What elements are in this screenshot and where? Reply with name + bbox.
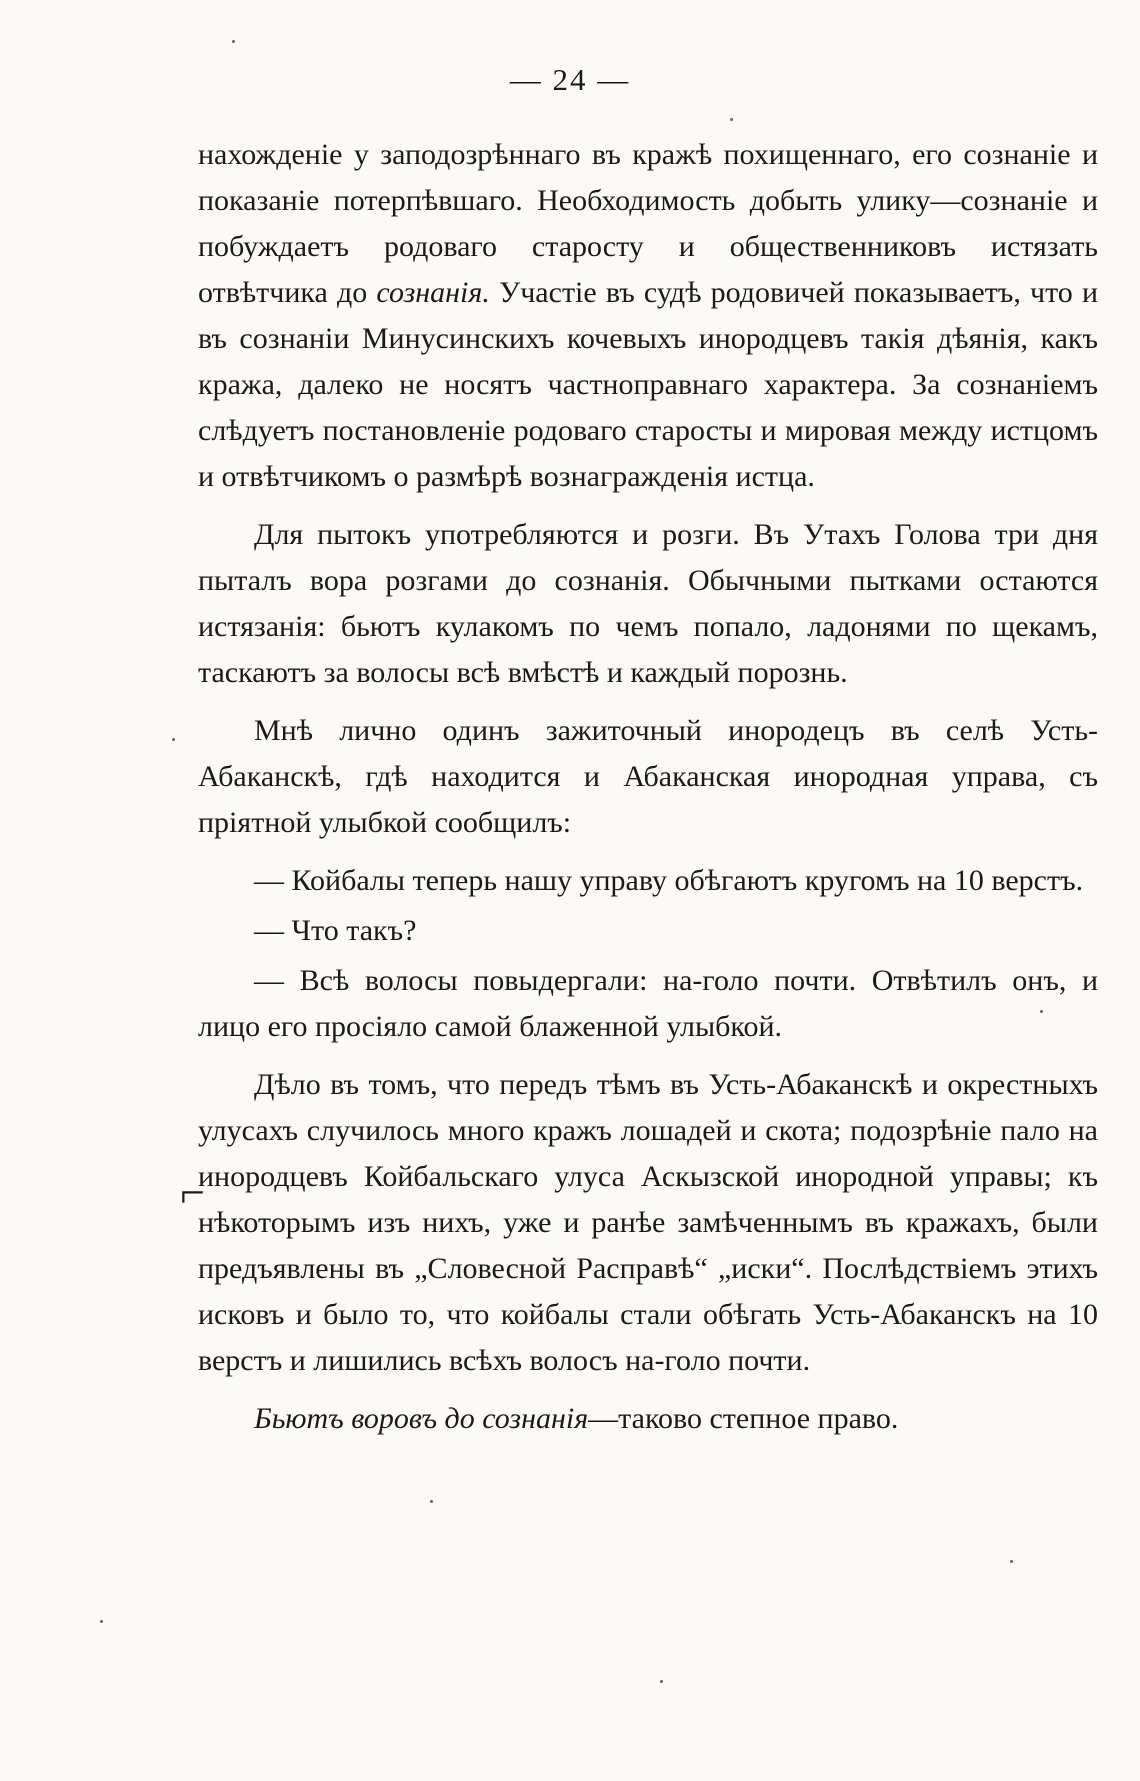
paper-speck [730, 118, 733, 121]
paragraph-8-italic: Бьютъ воровъ до сознанія [254, 1402, 589, 1435]
paper-speck [172, 738, 175, 741]
dialogue-line-1: — Койбалы теперь нашу управу обѣгаютъ кругомъ на 10 верстъ. [254, 864, 1084, 897]
paragraph-1-italic: сознанія. [376, 276, 490, 309]
dialogue-line-2: — Что такъ? [254, 914, 417, 947]
paper-speck [100, 1620, 103, 1623]
paper-speck [232, 40, 235, 43]
paragraph-1-text: нахожденіе у заподозрѣннаго въ кражѣ похищеннаго, его сознаніе и показаніе потерпѣвшаго. Необходимость добыть улику—сознаніе и побуждаетъ родоваго старосту и общественниковъ истязать отвѣтчика до [198, 138, 1098, 309]
paragraph-7: Дѣло въ томъ, что передъ тѣмъ въ Усть-Абаканскѣ и окрестныхъ улусахъ случилось много кражъ лошадей и скота; подозрѣніе пало на инородцевъ Койбальскаго улуса Аскызской инородной управы; къ нѣкоторымъ изъ нихъ, уже и ранѣе замѣченнымъ въ кражахъ, были предъявлены въ „Словесной Расправѣ“ „иски“. Послѣдствіемъ этихъ исковъ и было то, что койбалы стали обѣгать Усть-Абаканскъ на 10 верстъ и лишились всѣхъ волосъ на-голо почти. [198, 1068, 1098, 1377]
paragraph-8 [198, 1396, 1098, 1442]
paragraph-1-rest: Участіе въ судѣ родовичей показываетъ, что и въ сознаніи Минусинскихъ кочевыхъ инородцевъ такія дѣянія, какъ кража, далеко не носятъ частноправнаго характера. За сознаніемъ слѣдуетъ постановленіе родоваго старосты и мировая между истцомъ и отвѣтчикомъ о размѣрѣ вознагражденія истца. [198, 276, 1098, 493]
paragraph-3: Мнѣ лично одинъ зажиточный инородецъ въ селѣ Усть-Абаканскѣ, гдѣ находится и Абаканская инородная управа, съ пріятной улыбкой сообщилъ: [198, 714, 1098, 839]
paper-speck [1040, 1010, 1043, 1013]
body-text [198, 132, 1098, 1442]
paper-speck [1010, 1560, 1013, 1563]
paragraph-1 [198, 132, 1098, 500]
paragraph-8-rest: —таково степное право. [588, 1402, 899, 1435]
paragraph-2: Для пытокъ употребляются и розги. Въ Утахъ Голова три дня пыталъ вора розгами до сознанія. Обычными пытками остаются истязанія: бьютъ кулакомъ по чемъ попало, ладонями по щекамъ, таскаютъ за волосы всѣ вмѣстѣ и каждый порознь. [198, 518, 1098, 689]
paper-speck [660, 1680, 663, 1683]
page-number: — 24 — [509, 62, 631, 97]
margin-bracket-mark: ⌐ [180, 1168, 205, 1217]
paper-speck [430, 1500, 433, 1503]
dialogue-line-3: — Всѣ волосы повыдергали: на-голо почти. Отвѣтилъ онъ, и лицо его просіяло самой блаженной улыбкой. [198, 964, 1098, 1043]
